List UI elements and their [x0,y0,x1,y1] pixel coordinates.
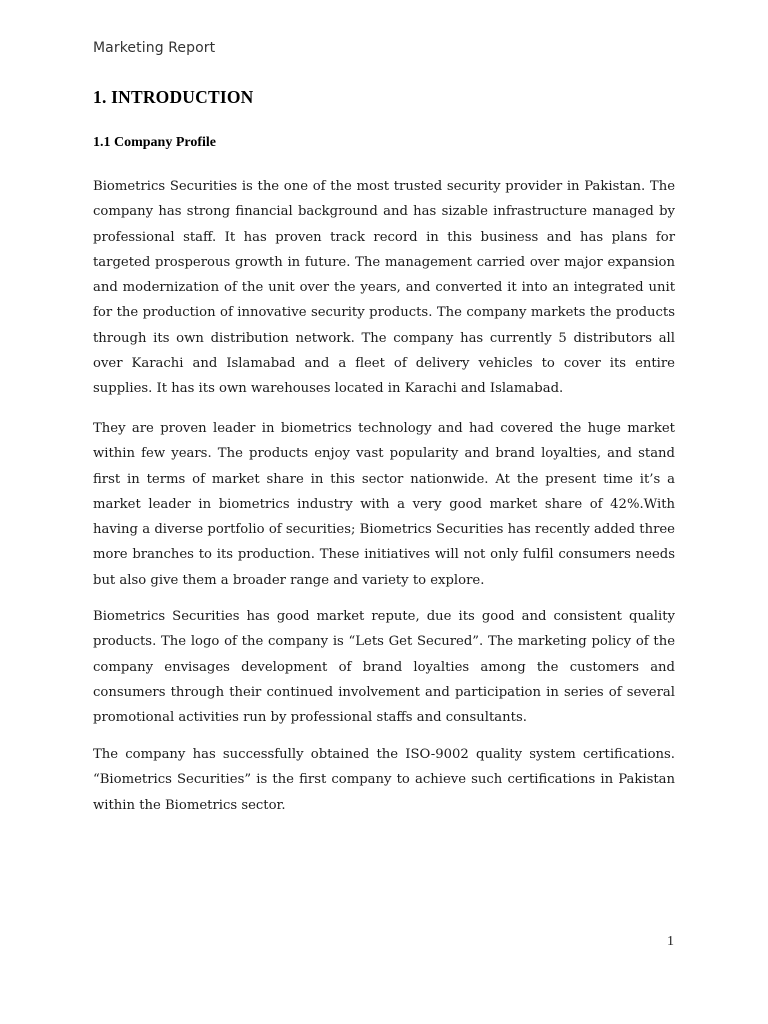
body-paragraph: The company has successfully obtained the ISO-9002 quality system certifications. “Biometrics Securities” is the first company to achieve such certifications in Pakistan within the Biometrics sector. [93,747,675,813]
body-paragraph: Biometrics Securities has good market repute, due its good and consistent quality products. The logo of the company is “Lets Get Secured”. The marketing policy of the company envisages development of brand loyalties among the customers and consumers through their continued involvement and participation in series of several promotional activities run by professional staffs and consultants. [93,609,675,726]
page-number: 1 [667,934,674,949]
body-paragraph: They are proven leader in biometrics technology and had covered the huge market within few years. The products enjoy vast popularity and brand loyalties, and stand first in terms of market share in this sector nationwide. At the present time it’s a market leader in biometrics industry with a very good market share of 42%.With having a diverse portfolio of securities; Biometrics Securities has recently added three more branches to its production. These initiatives will not only fulfil consumers needs but also give them a broader range and variety to explore. [93,421,675,588]
body-paragraph: Biometrics Securities is the one of the most trusted security provider in Pakistan. The company has strong financial background and has sizable infrastructure managed by professional staff. It has proven track record in this business and has plans for targeted prosperous growth in future. The management carried over major expansion and modernization of the unit over the years, and converted it into an integrated unit for the production of innovative security products. The company markets the products through its own distribution network. The company has currently 5 distributors all over Karachi and Islamabad and a fleet of delivery vehicles to cover its entire supplies. It has its own warehouses located in Karachi and Islamabad. [93,179,675,397]
running-header: Marketing Report [93,40,216,56]
section-heading: 1. INTRODUCTION [93,87,254,107]
subsection-heading: 1.1 Company Profile [93,135,217,150]
